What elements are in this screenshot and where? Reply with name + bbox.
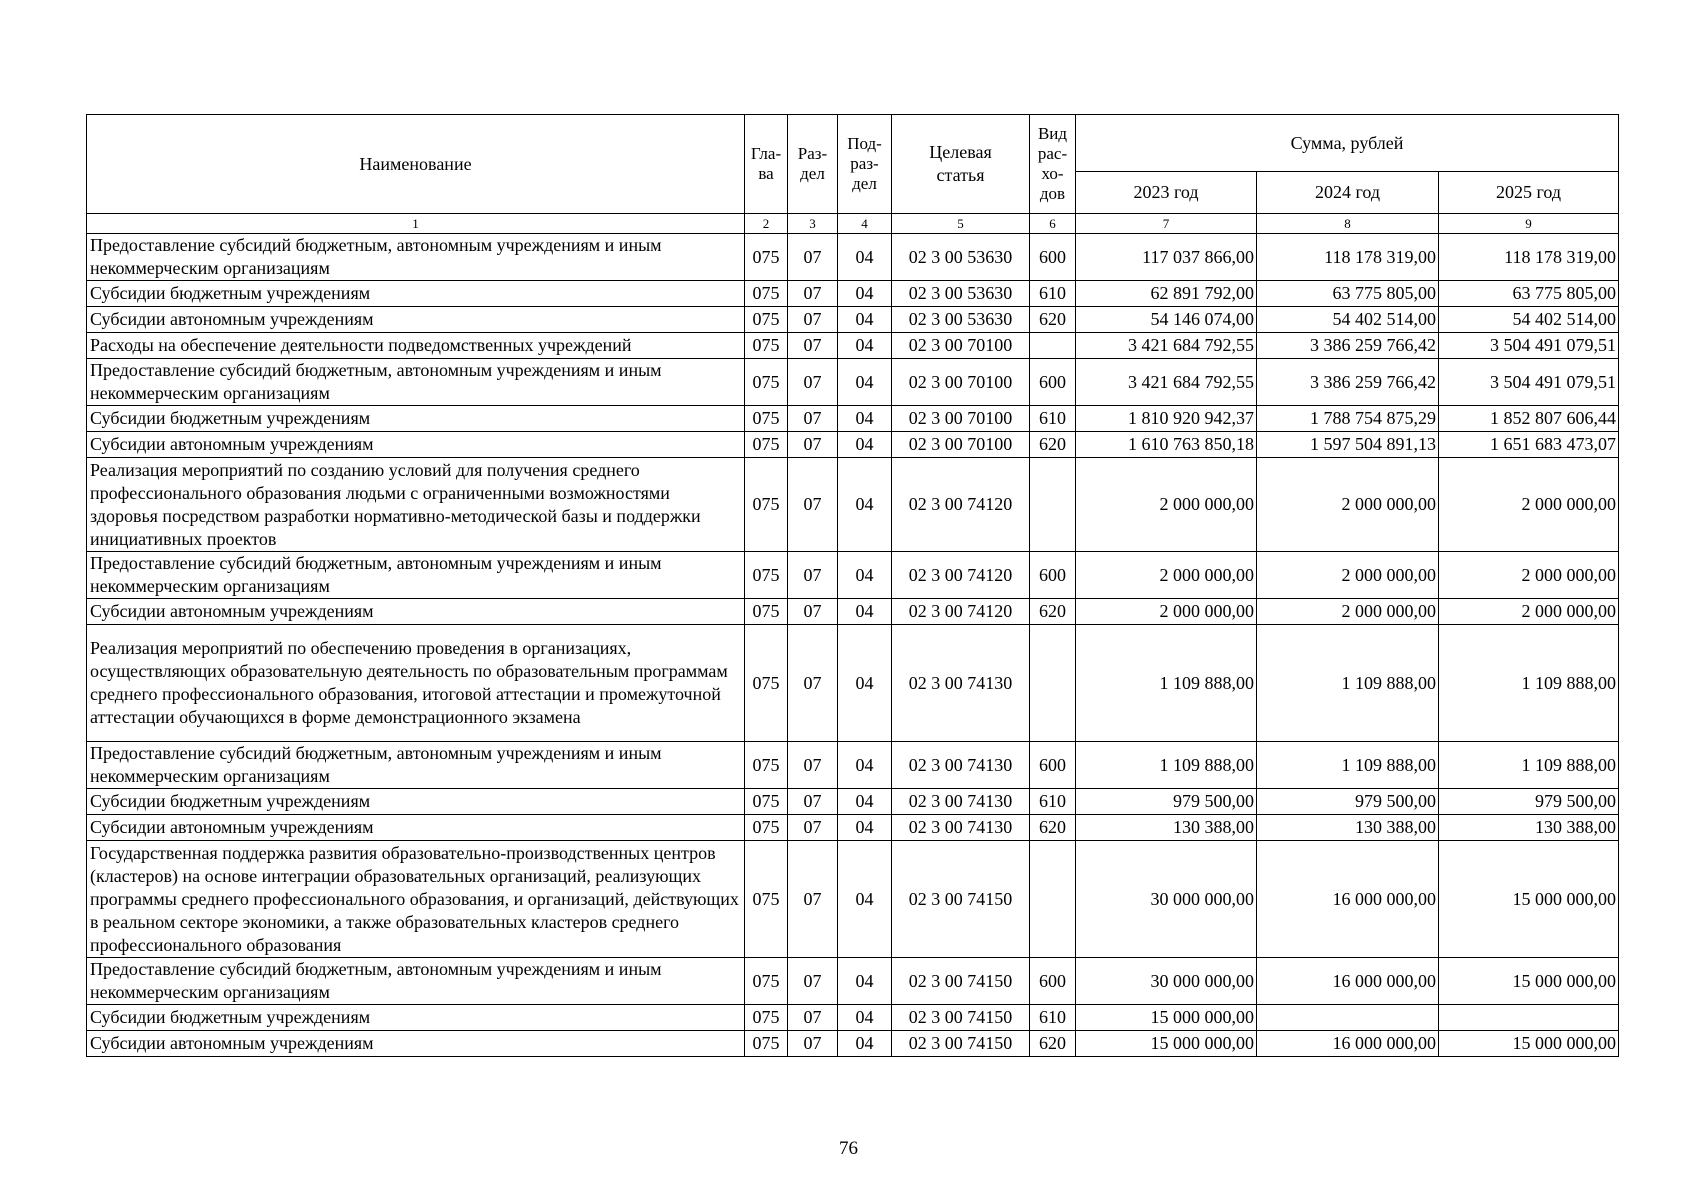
header-summa: Сумма, рублей [1076, 115, 1619, 172]
row-razdel: 07 [788, 841, 838, 958]
table-row [87, 625, 1619, 742]
column-number: 9 [1439, 214, 1619, 234]
row-celevaya-statya: 02 3 00 53630 [892, 307, 1030, 333]
row-razdel: 07 [788, 406, 838, 432]
row-podrazdel: 04 [838, 742, 892, 789]
header-year-2024: 2024 год [1257, 172, 1439, 214]
row-podrazdel: 04 [838, 958, 892, 1005]
header-year-2025: 2025 год [1439, 172, 1619, 214]
header-podrazdel: Под- раз- дел [838, 115, 892, 214]
row-glava: 075 [745, 789, 788, 815]
row-sum-2023: 1 109 888,00 [1076, 742, 1257, 789]
row-name: Государственная поддержка развития образовательно-производственных центров (кластеров) на основе интеграции образовательных организаций, реализующих программы среднего профессионального образования, и организаций, действующих в реальном секторе экономики, а также образовательных кластеров среднего профессионального образования [87, 841, 745, 958]
row-name: Предоставление субсидий бюджетным, автономным учреждениям и иным некоммерческим организациям [87, 958, 745, 1005]
row-vid-rashodov: 600 [1030, 552, 1076, 599]
row-podrazdel: 04 [838, 625, 892, 742]
row-razdel: 07 [788, 333, 838, 359]
row-podrazdel: 04 [838, 432, 892, 458]
header-celevaya-statya: Целевая статья [892, 115, 1030, 214]
row-name: Реализация мероприятий по обеспечению проведения в организациях, осуществляющих образовательную деятельность по образовательным программам среднего профессионального образования, итоговой аттестации и промежуточной аттестации обучающихся в форме демонстрационного экзамена [87, 625, 745, 742]
row-sum-2023: 3 421 684 792,55 [1076, 333, 1257, 359]
column-number: 2 [745, 214, 788, 234]
header-glava: Гла- ва [745, 115, 788, 214]
row-podrazdel: 04 [838, 359, 892, 406]
row-sum-2024: 3 386 259 766,42 [1257, 359, 1439, 406]
row-razdel: 07 [788, 625, 838, 742]
row-razdel: 07 [788, 281, 838, 307]
row-sum-2023: 2 000 000,00 [1076, 552, 1257, 599]
table-row [87, 1005, 1619, 1031]
table-row [87, 841, 1619, 958]
row-razdel: 07 [788, 359, 838, 406]
row-sum-2025 [1439, 1005, 1619, 1031]
row-vid-rashodov: 610 [1030, 789, 1076, 815]
row-sum-2023: 979 500,00 [1076, 789, 1257, 815]
row-sum-2025: 54 402 514,00 [1439, 307, 1619, 333]
table-row [87, 742, 1619, 789]
row-name: Реализация мероприятий по созданию условий для получения среднего профессионального образования людьми с ограниченными возможностями здоровья посредством разработки нормативно-методической базы и поддержки инициативных проектов [87, 458, 745, 552]
column-number: 5 [892, 214, 1030, 234]
row-sum-2024: 2 000 000,00 [1257, 599, 1439, 625]
row-sum-2023: 30 000 000,00 [1076, 958, 1257, 1005]
row-sum-2023: 1 610 763 850,18 [1076, 432, 1257, 458]
row-vid-rashodov: 600 [1030, 958, 1076, 1005]
row-vid-rashodov: 600 [1030, 742, 1076, 789]
row-name: Субсидии автономным учреждениям [87, 432, 745, 458]
row-celevaya-statya: 02 3 00 74130 [892, 789, 1030, 815]
table-row [87, 234, 1619, 281]
column-number: 7 [1076, 214, 1257, 234]
row-vid-rashodov [1030, 333, 1076, 359]
row-celevaya-statya: 02 3 00 74120 [892, 458, 1030, 552]
row-vid-rashodov [1030, 841, 1076, 958]
row-celevaya-statya: 02 3 00 74150 [892, 958, 1030, 1005]
row-razdel: 07 [788, 234, 838, 281]
column-number: 6 [1030, 214, 1076, 234]
row-glava: 075 [745, 281, 788, 307]
row-sum-2024: 1 109 888,00 [1257, 625, 1439, 742]
row-vid-rashodov: 600 [1030, 234, 1076, 281]
row-sum-2024: 16 000 000,00 [1257, 958, 1439, 1005]
row-celevaya-statya: 02 3 00 53630 [892, 234, 1030, 281]
row-name: Предоставление субсидий бюджетным, автономным учреждениям и иным некоммерческим организациям [87, 359, 745, 406]
row-sum-2025: 15 000 000,00 [1439, 841, 1619, 958]
row-razdel: 07 [788, 552, 838, 599]
row-name: Предоставление субсидий бюджетным, автономным учреждениям и иным некоммерческим организациям [87, 234, 745, 281]
table-row [87, 432, 1619, 458]
row-razdel: 07 [788, 1031, 838, 1057]
row-sum-2025: 3 504 491 079,51 [1439, 359, 1619, 406]
row-podrazdel: 04 [838, 234, 892, 281]
row-celevaya-statya: 02 3 00 74130 [892, 742, 1030, 789]
row-celevaya-statya: 02 3 00 70100 [892, 406, 1030, 432]
row-glava: 075 [745, 742, 788, 789]
row-sum-2025: 2 000 000,00 [1439, 552, 1619, 599]
row-sum-2024: 3 386 259 766,42 [1257, 333, 1439, 359]
row-podrazdel: 04 [838, 815, 892, 841]
row-sum-2023: 1 109 888,00 [1076, 625, 1257, 742]
row-sum-2024: 63 775 805,00 [1257, 281, 1439, 307]
row-podrazdel: 04 [838, 1005, 892, 1031]
row-sum-2024: 16 000 000,00 [1257, 841, 1439, 958]
row-podrazdel: 04 [838, 406, 892, 432]
row-podrazdel: 04 [838, 552, 892, 599]
row-vid-rashodov: 610 [1030, 1005, 1076, 1031]
row-glava: 075 [745, 1005, 788, 1031]
row-sum-2025: 3 504 491 079,51 [1439, 333, 1619, 359]
row-glava: 075 [745, 599, 788, 625]
row-glava: 075 [745, 552, 788, 599]
row-vid-rashodov: 620 [1030, 1031, 1076, 1057]
row-razdel: 07 [788, 432, 838, 458]
column-number: 8 [1257, 214, 1439, 234]
row-celevaya-statya: 02 3 00 70100 [892, 359, 1030, 406]
row-sum-2024 [1257, 1005, 1439, 1031]
row-vid-rashodov: 610 [1030, 406, 1076, 432]
row-sum-2023: 130 388,00 [1076, 815, 1257, 841]
row-sum-2025: 2 000 000,00 [1439, 599, 1619, 625]
row-razdel: 07 [788, 599, 838, 625]
row-sum-2023: 2 000 000,00 [1076, 599, 1257, 625]
row-sum-2023: 54 146 074,00 [1076, 307, 1257, 333]
row-sum-2024: 1 788 754 875,29 [1257, 406, 1439, 432]
column-number: 4 [838, 214, 892, 234]
row-sum-2023: 15 000 000,00 [1076, 1005, 1257, 1031]
table-row [87, 406, 1619, 432]
column-number: 3 [788, 214, 838, 234]
row-celevaya-statya: 02 3 00 74150 [892, 1031, 1030, 1057]
budget-table [86, 114, 1619, 1057]
row-name: Субсидии бюджетным учреждениям [87, 1005, 745, 1031]
row-name: Субсидии автономным учреждениям [87, 599, 745, 625]
table-row [87, 359, 1619, 406]
table-row [87, 958, 1619, 1005]
row-podrazdel: 04 [838, 333, 892, 359]
row-sum-2025: 1 852 807 606,44 [1439, 406, 1619, 432]
row-glava: 075 [745, 815, 788, 841]
row-podrazdel: 04 [838, 458, 892, 552]
row-celevaya-statya: 02 3 00 74150 [892, 1005, 1030, 1031]
row-sum-2024: 130 388,00 [1257, 815, 1439, 841]
row-razdel: 07 [788, 307, 838, 333]
row-podrazdel: 04 [838, 281, 892, 307]
table-row [87, 281, 1619, 307]
table-row [87, 458, 1619, 552]
row-name: Субсидии бюджетным учреждениям [87, 281, 745, 307]
row-podrazdel: 04 [838, 1031, 892, 1057]
header-name: Наименование [87, 115, 745, 214]
table-row [87, 333, 1619, 359]
row-razdel: 07 [788, 742, 838, 789]
row-sum-2025: 118 178 319,00 [1439, 234, 1619, 281]
row-sum-2025: 15 000 000,00 [1439, 958, 1619, 1005]
row-sum-2025: 130 388,00 [1439, 815, 1619, 841]
row-sum-2025: 1 109 888,00 [1439, 742, 1619, 789]
row-vid-rashodov: 610 [1030, 281, 1076, 307]
row-name: Субсидии автономным учреждениям [87, 815, 745, 841]
row-sum-2024: 2 000 000,00 [1257, 552, 1439, 599]
row-sum-2025: 1 109 888,00 [1439, 625, 1619, 742]
row-name: Субсидии бюджетным учреждениям [87, 789, 745, 815]
row-sum-2023: 15 000 000,00 [1076, 1031, 1257, 1057]
row-sum-2025: 15 000 000,00 [1439, 1031, 1619, 1057]
column-number: 1 [87, 214, 745, 234]
row-sum-2023: 62 891 792,00 [1076, 281, 1257, 307]
row-sum-2024: 54 402 514,00 [1257, 307, 1439, 333]
row-celevaya-statya: 02 3 00 74130 [892, 815, 1030, 841]
row-name: Субсидии бюджетным учреждениям [87, 406, 745, 432]
row-podrazdel: 04 [838, 841, 892, 958]
row-name: Предоставление субсидий бюджетным, автономным учреждениям и иным некоммерческим организациям [87, 552, 745, 599]
row-podrazdel: 04 [838, 599, 892, 625]
row-glava: 075 [745, 958, 788, 1005]
row-podrazdel: 04 [838, 307, 892, 333]
row-sum-2023: 2 000 000,00 [1076, 458, 1257, 552]
row-celevaya-statya: 02 3 00 74130 [892, 625, 1030, 742]
row-name: Субсидии автономным учреждениям [87, 1031, 745, 1057]
row-celevaya-statya: 02 3 00 74120 [892, 552, 1030, 599]
table-row [87, 307, 1619, 333]
row-sum-2023: 30 000 000,00 [1076, 841, 1257, 958]
row-sum-2024: 16 000 000,00 [1257, 1031, 1439, 1057]
row-sum-2024: 1 109 888,00 [1257, 742, 1439, 789]
row-vid-rashodov: 620 [1030, 599, 1076, 625]
row-razdel: 07 [788, 789, 838, 815]
row-celevaya-statya: 02 3 00 70100 [892, 333, 1030, 359]
row-vid-rashodov: 600 [1030, 359, 1076, 406]
header-year-2023: 2023 год [1076, 172, 1257, 214]
row-vid-rashodov [1030, 458, 1076, 552]
row-sum-2025: 63 775 805,00 [1439, 281, 1619, 307]
row-sum-2025: 1 651 683 473,07 [1439, 432, 1619, 458]
row-sum-2023: 1 810 920 942,37 [1076, 406, 1257, 432]
row-glava: 075 [745, 234, 788, 281]
table-row [87, 1031, 1619, 1057]
row-sum-2025: 2 000 000,00 [1439, 458, 1619, 552]
row-sum-2023: 3 421 684 792,55 [1076, 359, 1257, 406]
row-sum-2024: 1 597 504 891,13 [1257, 432, 1439, 458]
header-razdel: Раз- дел [788, 115, 838, 214]
header-vid-rashodov: Вид рас- хо- дов [1030, 115, 1076, 214]
row-glava: 075 [745, 333, 788, 359]
row-razdel: 07 [788, 958, 838, 1005]
page-number: 76 [839, 1138, 858, 1159]
row-glava: 075 [745, 1031, 788, 1057]
table-row [87, 599, 1619, 625]
row-celevaya-statya: 02 3 00 74120 [892, 599, 1030, 625]
row-podrazdel: 04 [838, 789, 892, 815]
row-glava: 075 [745, 359, 788, 406]
column-number-row [87, 214, 1619, 234]
row-sum-2024: 979 500,00 [1257, 789, 1439, 815]
row-razdel: 07 [788, 1005, 838, 1031]
row-razdel: 07 [788, 458, 838, 552]
row-sum-2024: 2 000 000,00 [1257, 458, 1439, 552]
row-sum-2023: 117 037 866,00 [1076, 234, 1257, 281]
row-vid-rashodov: 620 [1030, 815, 1076, 841]
row-glava: 075 [745, 432, 788, 458]
row-glava: 075 [745, 625, 788, 742]
row-vid-rashodov [1030, 625, 1076, 742]
row-sum-2025: 979 500,00 [1439, 789, 1619, 815]
row-name: Расходы на обеспечение деятельности подведомственных учреждений [87, 333, 745, 359]
table-body [87, 234, 1619, 1057]
row-celevaya-statya: 02 3 00 53630 [892, 281, 1030, 307]
row-celevaya-statya: 02 3 00 74150 [892, 841, 1030, 958]
row-name: Предоставление субсидий бюджетным, автономным учреждениям и иным некоммерческим организациям [87, 742, 745, 789]
row-vid-rashodov: 620 [1030, 307, 1076, 333]
table-row [87, 815, 1619, 841]
row-sum-2024: 118 178 319,00 [1257, 234, 1439, 281]
table-row [87, 789, 1619, 815]
row-glava: 075 [745, 307, 788, 333]
row-glava: 075 [745, 458, 788, 552]
row-celevaya-statya: 02 3 00 70100 [892, 432, 1030, 458]
row-glava: 075 [745, 841, 788, 958]
row-name: Субсидии автономным учреждениям [87, 307, 745, 333]
row-vid-rashodov: 620 [1030, 432, 1076, 458]
row-razdel: 07 [788, 815, 838, 841]
table-row [87, 552, 1619, 599]
row-glava: 075 [745, 406, 788, 432]
